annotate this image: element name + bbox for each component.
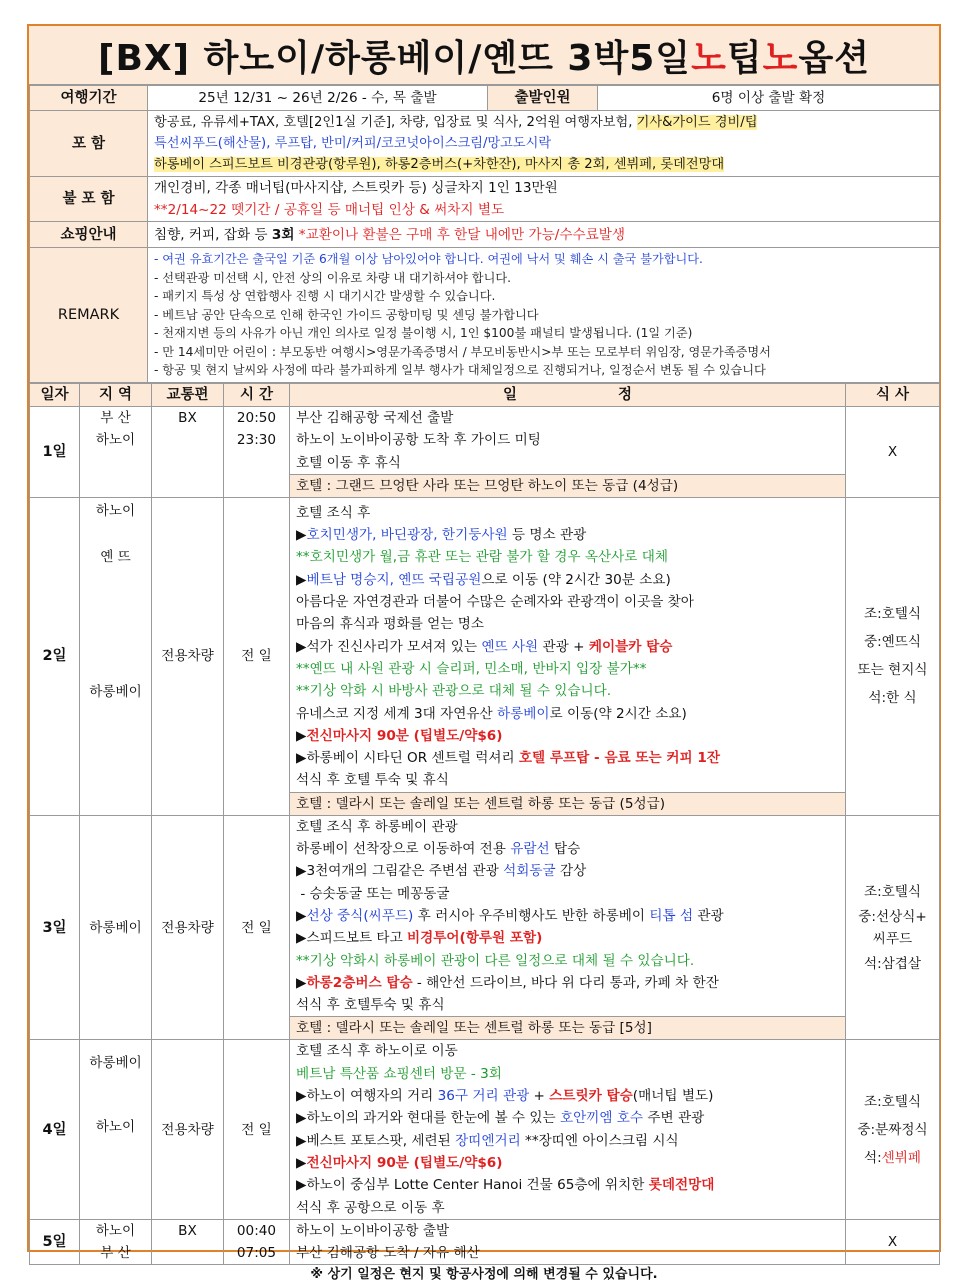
schedule-line: 마음의 휴식과 평화를 얻는 명소 bbox=[296, 616, 484, 633]
title-option-text: 옵션 bbox=[798, 37, 870, 79]
remark-item: - 패키지 특성 상 연합행사 진행 시 대기시간 발생할 수 있습니다. bbox=[154, 289, 496, 304]
title-no-option-highlight: 노 bbox=[762, 37, 799, 79]
time-arrive: 23:30 bbox=[236, 432, 277, 448]
shopping-note: *교환이나 환불은 구매 후 한달 내에만 가능/수수료발생 bbox=[294, 226, 625, 243]
day-2-time: 전 일 bbox=[224, 497, 290, 815]
schedule-note: **기상 악화 시 바방사 관광으로 대체 될 수 있습니다. bbox=[296, 683, 612, 700]
schedule-line: 호텔 조식 후 하롱베이 관광 bbox=[296, 818, 458, 835]
schedule-line: 유네스코 지정 세계 3대 자연유산 하롱베이로 이동(약 2시간 소요) bbox=[296, 705, 687, 722]
schedule-line: ▶베트남 명승지, 옌뜨 국립공원으로 이동 (약 2시간 30분 소요) bbox=[296, 571, 671, 588]
day-1-region bbox=[80, 407, 152, 498]
itinerary-frame bbox=[27, 24, 941, 1283]
schedule-line: - 승솟동굴 또는 메꽁동굴 bbox=[296, 885, 450, 902]
title-no-tip-highlight: 노 bbox=[691, 37, 727, 79]
day-5-schedule bbox=[290, 1219, 846, 1265]
day-5-label: 5일 bbox=[30, 1219, 80, 1265]
day-2-hotel: 호텔 : 델라시 또는 솔레일 또는 센트럴 하롱 또는 동급 (5성급) bbox=[290, 792, 846, 815]
day-5-transport: BX bbox=[152, 1219, 224, 1265]
schedule-line: ▶하노이 중심부 Lotte Center Hanoi 건물 65층에 위치한 롯데전망대 bbox=[296, 1177, 715, 1194]
schedule-line: 석식 후 호텔 투숙 및 휴식 bbox=[296, 772, 449, 789]
shopping-label: 쇼핑안내 bbox=[30, 222, 148, 248]
day-3-transport: 전용차량 bbox=[152, 815, 224, 1040]
day-3-meal: 조:호텔식 중:선상식+ 씨푸드 석:삼겹살 bbox=[846, 815, 940, 1040]
day-4-label: 4일 bbox=[30, 1040, 80, 1219]
day-1-schedule bbox=[290, 407, 846, 475]
remark-label: REMARK bbox=[30, 248, 148, 383]
schedule-line: 하노이 노이바이공항 도착 후 가이드 미팅 bbox=[296, 432, 541, 449]
schedule-line: 베트남 특산품 쇼핑센터 방문 - 3회 bbox=[296, 1065, 502, 1082]
include-line-3: 하롱베이 스피드보트 비경관광(항루원), 하롱2층버스(+차한잔), 마사지 총 2회, 센뷔페, 롯데전망대 bbox=[154, 157, 725, 172]
header-meal: 식 사 bbox=[846, 384, 940, 407]
include-highlight-guide-fee: 기사&가이드 경비/팁 bbox=[636, 115, 758, 130]
schedule-line: 부산 김해공항 국제선 출발 bbox=[296, 410, 454, 426]
header-time: 시 간 bbox=[224, 384, 290, 407]
people-value: 6명 이상 출발 확정 bbox=[598, 86, 940, 111]
schedule-line: 부산 김해공항 도착 / 자유 해산 bbox=[296, 1245, 480, 1262]
shopping-count: 3회 bbox=[271, 226, 295, 243]
schedule-line: 호텔 조식 후 하노이로 이동 bbox=[296, 1043, 458, 1060]
shopping-value bbox=[148, 222, 940, 248]
include-line-2: 특선씨푸드(해산물), 루프탑, 반미/커피/코코넛아이스크림/망고도시락 bbox=[154, 136, 552, 151]
region-hanoi: 하노이 bbox=[95, 432, 136, 448]
day-2-schedule bbox=[290, 497, 846, 792]
remark-item: - 베트남 공안 단속으로 인해 한국인 가이드 공항미팅 및 센딩 불가합니다 bbox=[154, 307, 539, 322]
region-halong: 하롱베이 bbox=[89, 683, 142, 700]
schedule-line: ▶하롱베이 시타딘 OR 센트럴 럭셔리 호텔 루프탑 - 음료 또는 커피 1잔 bbox=[296, 750, 720, 767]
day-3-schedule bbox=[290, 815, 846, 1017]
day-5-meal: X bbox=[846, 1219, 940, 1265]
schedule-line: 하노이 노이바이공항 출발 bbox=[296, 1222, 450, 1239]
people-label: 출발인원 bbox=[488, 86, 598, 111]
day-3-hotel: 호텔 : 델라시 또는 솔레일 또는 센트럴 하롱 또는 동급 [5성] bbox=[290, 1017, 846, 1040]
shopping-items: 침향, 커피, 잡화 등 bbox=[154, 226, 272, 243]
exclude-value bbox=[148, 177, 940, 222]
schedule-line: ▶하노이 여행자의 거리 36구 거리 관광 + 스트릿카 탑승(매너팁 별도) bbox=[296, 1088, 714, 1105]
time-depart: 20:50 bbox=[236, 410, 277, 426]
info-table bbox=[29, 85, 940, 383]
include-value bbox=[148, 111, 940, 177]
period-label: 여행기간 bbox=[30, 86, 148, 111]
remark-item: - 여권 유효기간은 출국일 기준 6개월 이상 남아있어야 합니다. 여권에 낙서 및 훼손 시 출국 불가합니다. bbox=[154, 251, 703, 266]
include-line-1: 항공료, 유류세+TAX, 호텔[2인1실 기준], 차량, 입장료 및 식사, 2억원 여행자보험, bbox=[154, 115, 637, 130]
day-1-time bbox=[224, 407, 290, 498]
title-text: [BX] 하노이/하롱베이/옌뜨 3박5일 bbox=[97, 37, 692, 79]
title-tip-text: 팁 bbox=[726, 37, 763, 79]
schedule-note: **옌뜨 내 사원 관광 시 슬리퍼, 민소매, 반바지 입장 불가** bbox=[296, 660, 647, 677]
region-yentu: 옌 뜨 bbox=[100, 548, 131, 565]
header-region: 지 역 bbox=[80, 384, 152, 407]
remark-item: - 항공 및 현지 날씨와 사정에 따라 불가피하게 일부 행사가 대체일정으로 진행되거나, 일정순서 변동 될 수 있습니다 bbox=[154, 363, 766, 378]
schedule-table bbox=[29, 383, 940, 1265]
header-day: 일자 bbox=[30, 384, 80, 407]
day-2-region bbox=[80, 497, 152, 815]
page-title bbox=[29, 26, 939, 85]
schedule-line: 하롱베이 선착장으로 이동하여 전용 유람선 탑승 bbox=[296, 841, 581, 858]
schedule-line: ▶스피드보트 타고 비경투어(항루원 포함) bbox=[296, 930, 543, 947]
schedule-line: ▶석가 진신사리가 모셔져 있는 옌뜨 사원 관광 + 케이블카 탑승 bbox=[296, 638, 673, 655]
day-3-time: 전 일 bbox=[224, 815, 290, 1040]
schedule-line: 호텔 조식 후 bbox=[296, 504, 371, 521]
schedule-line: ▶하롱2층버스 탑승 - 해안선 드라이브, 바다 위 다리 통과, 카페 차 한잔 bbox=[296, 974, 719, 991]
schedule-note: **호치민생가 월,금 휴관 또는 관람 불가 할 경우 옥산사로 대체 bbox=[296, 549, 668, 566]
include-label: 포 함 bbox=[30, 111, 148, 177]
schedule-line: 석식 후 호텔투숙 및 휴식 bbox=[296, 997, 445, 1014]
schedule-line: ▶베스트 포토스팟, 세련된 장띠엔거리 **장띠엔 아이스크림 시식 bbox=[296, 1132, 679, 1149]
day-4-time: 전 일 bbox=[224, 1040, 290, 1219]
schedule-line: ▶전신마사지 90분 (팁별도/약$6) bbox=[296, 727, 503, 744]
schedule-line: 석식 후 공항으로 이동 후 bbox=[296, 1199, 445, 1216]
schedule-note: **기상 악화시 하롱베이 관광이 다른 일정으로 대체 될 수 있습니다. bbox=[296, 952, 695, 969]
schedule-line: 아름다운 자연경관과 더불어 수많은 순례자와 관광객이 이곳을 찾아 bbox=[296, 594, 694, 611]
remark-item: - 만 14세미만 어린이 : 부모동반 여행시>영문가족증명서 / 부모비동반시>부 또는 모로부터 위임장, 영문가족증명서 bbox=[154, 344, 771, 359]
schedule-line: ▶3천여개의 그림같은 주변섬 관광 석회동굴 감상 bbox=[296, 863, 587, 880]
schedule-line: ▶선상 중식(씨푸드) 후 러시아 우주비행사도 반한 하롱베이 티톱 섬 관광 bbox=[296, 907, 724, 924]
day-4-meal: 조:호텔식 중:분짜정식 석:센뷔페 bbox=[846, 1040, 940, 1219]
day-2-label: 2일 bbox=[30, 497, 80, 815]
day-5-region: 하노이 부 산 bbox=[80, 1219, 152, 1265]
day-2-meal: 조:호텔식 중:옌뜨식 또는 현지식 석:한 식 bbox=[846, 497, 940, 815]
schedule-line: ▶호치민생가, 바딘광장, 한기둥사원 등 명소 관광 bbox=[296, 527, 587, 544]
exclude-label: 불 포 함 bbox=[30, 177, 148, 222]
day-5-time: 00:40 07:05 bbox=[224, 1219, 290, 1265]
day-1-meal: X bbox=[846, 407, 940, 498]
day-4-transport: 전용차량 bbox=[152, 1040, 224, 1219]
exclude-line-1: 개인경비, 각종 매너팁(마사지샵, 스트릿카 등) 싱글차지 1인 13만원 bbox=[154, 180, 558, 196]
day-1-transport: BX bbox=[152, 407, 224, 498]
remark-item: - 천재지변 등의 사유가 아닌 개인 의사로 일정 불이행 시, 1인 $100불 패널티 발생됩니다. (1일 기준) bbox=[154, 326, 693, 341]
day-2-transport: 전용차량 bbox=[152, 497, 224, 815]
footer-note: ※ 상기 일정은 현지 및 항공사정에 의해 변경될 수 있습니다. bbox=[310, 1267, 658, 1283]
region-halong: 하롱베이 bbox=[89, 1055, 142, 1072]
period-value: 25년 12/31 ~ 26년 2/26 - 수, 목 출발 bbox=[148, 86, 488, 111]
schedule-line: 호텔 이동 후 휴식 bbox=[296, 454, 401, 471]
day-3-label: 3일 bbox=[30, 815, 80, 1040]
remark-list bbox=[148, 248, 940, 383]
header-transport: 교통편 bbox=[152, 384, 224, 407]
schedule-line: ▶하노이의 과거와 현대를 한눈에 볼 수 있는 호안끼엠 호수 주변 관광 bbox=[296, 1110, 705, 1127]
day-4-schedule bbox=[290, 1040, 846, 1219]
region-busan: 부 산 bbox=[100, 410, 131, 426]
schedule-line: ▶전신마사지 90분 (팁별도/약$6) bbox=[296, 1154, 503, 1171]
day-1-hotel: 호텔 : 그랜드 므엉탄 사라 또는 므엉탄 하노이 또는 동급 (4성급) bbox=[290, 474, 846, 497]
exclude-line-2: **2/14~22 뗏기간 / 공휴일 등 매너팁 인상 & 써차지 별도 bbox=[154, 202, 505, 218]
day-4-region bbox=[80, 1040, 152, 1219]
header-schedule: 일 정 bbox=[290, 384, 846, 407]
region-hanoi: 하노이 bbox=[95, 502, 136, 519]
region-hanoi: 하노이 bbox=[95, 1119, 136, 1136]
remark-item: - 선택관광 미선택 시, 안전 상의 이유로 차량 내 대기하셔야 합니다. bbox=[154, 270, 511, 285]
day-1-label: 1일 bbox=[30, 407, 80, 498]
day-3-region: 하롱베이 bbox=[80, 815, 152, 1040]
